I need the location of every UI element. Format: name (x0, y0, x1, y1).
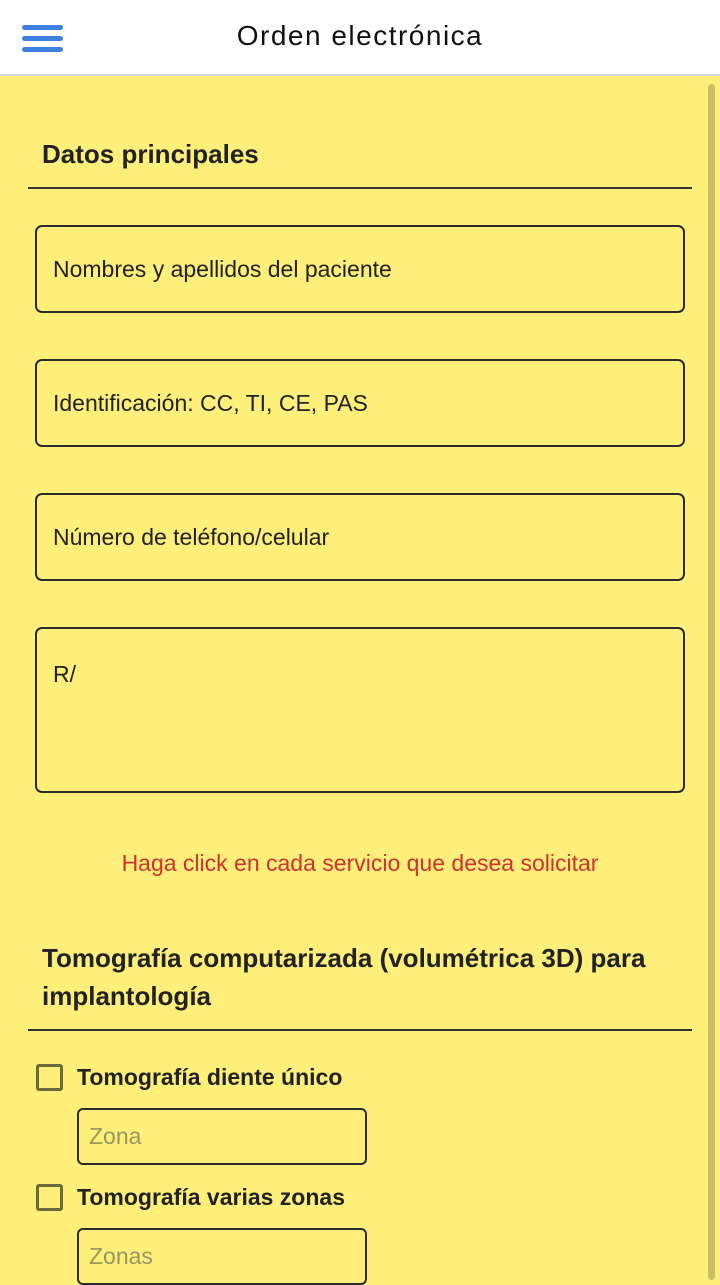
section-divider (28, 1029, 692, 1031)
option-label: Tomografía varias zonas (77, 1184, 345, 1210)
section-title-main: Datos principales (42, 139, 259, 169)
zones-input[interactable]: Zonas (77, 1228, 367, 1285)
phone-field[interactable]: Número de teléfono/celular (35, 493, 685, 581)
checkbox[interactable] (36, 1064, 63, 1091)
app-bar (0, 0, 720, 76)
instruction-notice: Haga click en cada servicio que desea solicitar (121, 850, 599, 876)
patient-name-field[interactable]: Nombres y apellidos del paciente (35, 225, 685, 313)
section-title-tomography: Tomografía computarizada (volumétrica 3D) para implantología (42, 943, 646, 1011)
prescription-textarea[interactable]: R/ (35, 627, 685, 793)
option-label: Tomografía diente único (77, 1064, 343, 1090)
zone-input[interactable]: Zona (77, 1108, 367, 1165)
identification-field[interactable]: Identificación: CC, TI, CE, PAS (35, 359, 685, 447)
checkbox[interactable] (36, 1184, 63, 1211)
option-multiple-zones[interactable] (36, 1184, 345, 1211)
page-title: Orden electrónica (236, 20, 484, 51)
section-divider (28, 187, 692, 189)
option-single-tooth[interactable] (36, 1064, 342, 1091)
scrollbar[interactable] (708, 84, 715, 1280)
